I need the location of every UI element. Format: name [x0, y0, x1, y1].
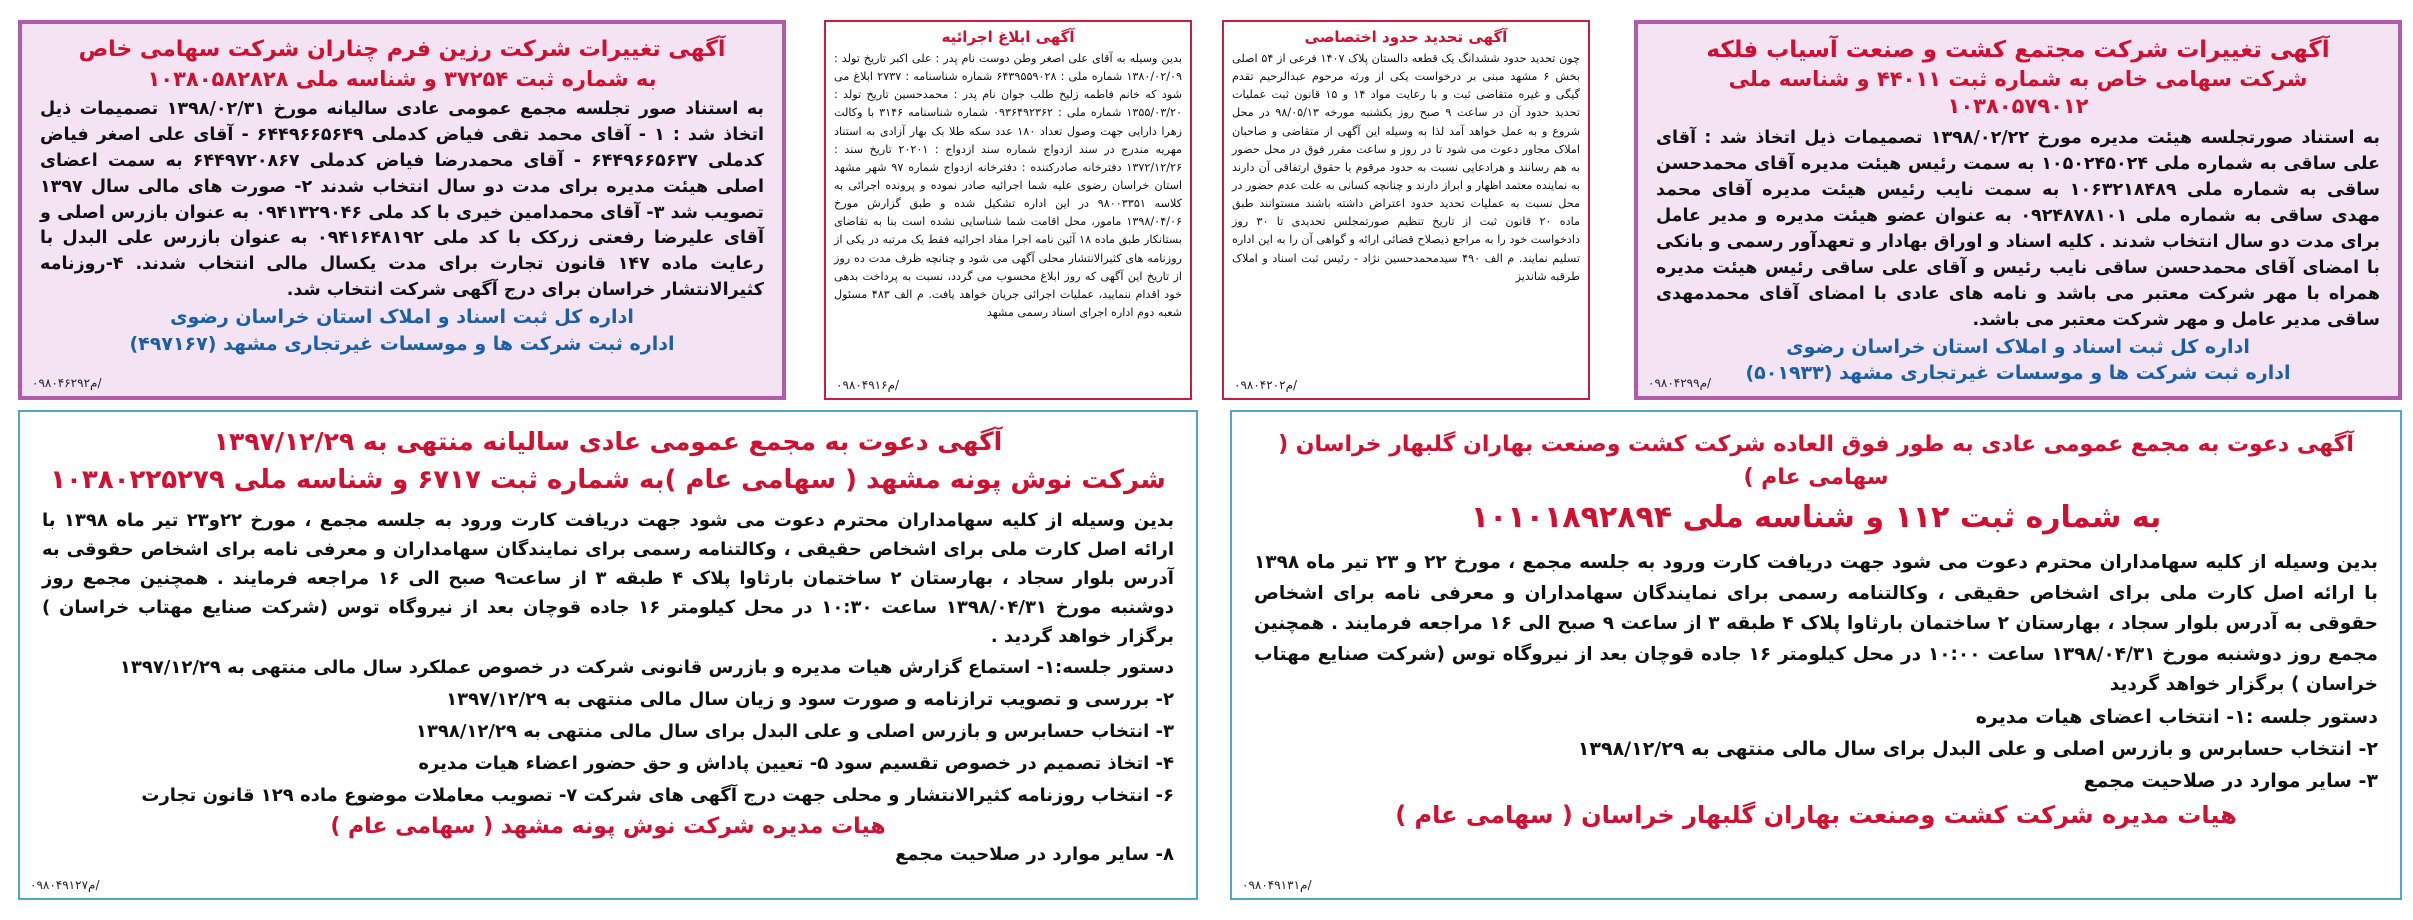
agenda-item: ۳- سایر موارد در صلاحیت مجمع [2083, 770, 2378, 793]
ad-code: ۰۹۸۰۴۹۱۲۷م/ [30, 878, 100, 892]
ad-body: بدین وسیله به آقای علی اصغر وطن دوست نام پدر : علی اکبر تاریخ تولد : ۱۳۸۰/۰۲/۰۹ شماره ملی : ۶۴۳۹۵۵۹۰۲۸ شماره شناسنامه : ۲۷۳۷ ابلاغ می شود که خانم فاطمه زلیخ طلب جوان نام پدر : محمدحسین تاریخ تولد : ۱۳۵۵/۰۳/۲۰ شماره ملی : ۰۹۳۶۴۹۲۳۶۲ شماره شناسنامه ۳۱۴۶ با وکالت زهرا دارایی جهت وصول تعداد ۱۸۰ عدد سکه طلا بک بهار آزادی به استناد مهریه مندرج در سند ازدواج شماره سند ازدواج : ۲۰۲۰۱ تاریخ سند : ۱۳۷۲/۱۲/۲۶ دفترخانه صادرکننده : دفترخانه ازدواج شماره ۹۷ شهر مشهد استان خراسان رضوی علیه شما اجرائیه صادر نموده و پرونده اجرائی به کلاسه ۹۸۰۰۳۳۵۱ در این اداره تشکیل شده و طبق گزارش مورخ ۱۳۹۸/۰۴/۰۶ مامور، محل اقامت شما شناسایی نشده است بنا به تقاضای بستانکار طبق ماده ۱۸ آئین نامه اجرا مفاد اجرائیه فقط یک مرتبه در یکی از روزنامه های کثیرالانتشار محلی آگهی می شود و چنانچه ظرف مدت ده روز از تاریخ این آگهی که روز ابلاغ محسوب می گردد، نسبت به پرداخت بدهی خود اقدام ننمایید، عملیات اجرائی جریان خواهد یافت. م الف ۴۸۳ مسئول شعبه دوم اداره اجرای اسناد رسمی مشهد [834, 52, 1182, 319]
ad-signature: هیات مدیره شرکت کشت وصنعت بهاران گلبهار خراسان ( سهامی عام ) [1395, 801, 2237, 830]
agenda-item: ۸- سایر موارد در صلاحیت مجمع [895, 843, 1174, 865]
ad-title: آگهی دعوت به مجمع عمومی عادی به طور فوق العاده شرکت کشت وصنعت بهاران گلبهار خراسان ( سهامی عام ) [1278, 432, 2354, 490]
agenda-item: ۲- بررسی و تصویب ترازنامه و صورت سود و زیان سال مالی منتهی به ۱۳۹۷/۱۲/۲۹ [446, 688, 1174, 710]
ad-body: بدین وسیله از کلیه سهامداران محترم دعوت می شود جهت دریافت کارت ورود به جلسه مجمع ، مورخ ۲۲و۲۳ تیر ماه ۱۳۹۸ با ارائه اصل کارت ملی برای اشخاص حقیقی ، وکالتنامه رسمی برای نمایندگان سهامداران و معرفی نامه برای اشخاص حقوقی به آدرس بلوار سجاد ، بهارستان ۲ ساختمان بارثاوا پلاک ۴ طبقه ۳ از ساعت۹ صبح الی ۱۶ مراجعه فرمایند . همچنین مجمع روز دوشنبه مورخ ۱۳۹۸/۰۴/۳۱ ساعت ۱۰:۳۰ در محل کیلومتر ۱۶ جاده قوچان بعد از نیروگاه توس (شرکت صنایع مهتاب خراسان ) برگزار خواهد گردید . [42, 509, 1174, 648]
agenda-item: ۲- انتخاب حسابرس و بازرس اصلی و علی البدل برای سال مالی منتهی به ۱۳۹۸/۱۲/۲۹ [1577, 737, 2378, 760]
ad-code: ۰۹۸۰۴۲۹۹م/ [1648, 376, 1712, 390]
agenda-item: ۴- اتخاذ تصمیم در خصوص تقسیم سود ۵- تعیین پاداش و حق حضور اعضاء هیات مدیره [418, 752, 1174, 774]
ad-code: ۰۹۸۰۴۶۲۹۲م/ [32, 376, 102, 390]
agenda-item: دستور جلسه :۱- انتخاب اعضای هیات مدیره [1975, 705, 2378, 728]
ad-issuer: اداره کل ثبت اسناد و املاک استان خراسان رضوی [170, 306, 634, 329]
ad-subtitle: به شماره ثبت ۱۱۲ و شناسه ملی ۱۰۱۰۱۸۹۲۸۹۴ [1470, 500, 2162, 535]
ad-code: ۰۹۸۰۴۹۱۶م/ [836, 378, 900, 392]
ad-title: آگهی تحدید حدود اختصاصی [1304, 28, 1508, 46]
ad-title: آگهی ابلاغ اجرائیه [941, 28, 1075, 46]
ad-boundary-delimitation [1222, 20, 1590, 400]
ad-title: آگهی دعوت به مجمع عمومی عادی سالیانه منتهی به ۱۳۹۷/۱۲/۲۹ [213, 427, 1003, 456]
agenda-item: ۶- انتخاب روزنامه کثیرالانتشار و محلی جهت درج آگهی های شرکت ۷- تصویب معاملات موضوع ماده ۱۲۹ قانون تجارت [141, 784, 1174, 806]
ad-subtitle: به شماره ثبت ۳۷۲۵۴ و شناسه ملی ۱۰۳۸۰۵۸۲۸۲۸ [147, 66, 657, 91]
ad-signature: هیات مدیره شرکت نوش پونه مشهد ( سهامی عام ) [330, 813, 886, 839]
ad-issuer: اداره کل ثبت اسناد و املاک استان خراسان رضوی [1786, 335, 2250, 358]
ad-baharan-golbahar-meeting [1230, 410, 2402, 900]
agenda-item: ۳- انتخاب حسابرس و بازرس اصلی و علی البدل برای سال مالی منتهی به ۱۳۹۸/۱۲/۲۹ [415, 720, 1174, 742]
agenda-item: دستور جلسه:۱- استماع گزارش هیات مدیره و بازرس قانونی شرکت در خصوص عملکرد سال مالی منتهی به ۱۳۹۷/۱۲/۲۹ [119, 656, 1174, 678]
ad-asiab-falakeh-changes [1634, 20, 2402, 400]
ad-code: ۰۹۸۰۴۲۰۲م/ [1234, 378, 1298, 392]
ad-title: آگهی تغییرات شرکت رزین فرم چناران شرکت سهامی خاص [78, 37, 726, 62]
ad-enforcement-notice [824, 20, 1192, 400]
ad-issuer-office: اداره ثبت شرکت ها و موسسات غیرتجاری مشهد (۵۰۱۹۳۳) [1745, 362, 2291, 385]
ad-subtitle: شرکت سهامی خاص به شماره ثبت ۴۴۰۱۱ و شناسه ملی ۱۰۳۸۰۵۷۹۰۱۲ [1728, 66, 2308, 119]
ad-body: به استناد صور تجلسه مجمع عمومی عادی سالیانه مورخ ۱۳۹۸/۰۲/۳۱ تصمیمات ذیل اتخاذ شد : ۱ - آقای محمد تقی فیاض کدملی ۶۴۴۹۶۶۵۶۴۹ - آقای علی اصغر فیاض کدملی ۶۴۴۹۶۶۵۶۳۷ - آقای محمدرضا فیاض کدملی ۶۴۴۹۷۲۰۸۶۷ به سمت اعضای اصلی هیئت مدیره برای مدت دو سال انتخاب شدند ۲- صورت های مالی سال ۱۳۹۷ تصویب شد ۳- آقای محمدامین خیری با کد ملی ۰۹۴۱۳۲۹۰۴۶ به عنوان بازرس اصلی و آقای علیرضا رفعتی زرکک با کد ملی ۰۹۴۱۶۴۸۱۹۲ به عنوان بازرس علی البدل با رعایت ماده ۱۴۷ قانون تجارت برای مدت یکسال مالی انتخاب شدند. ۴-روزنامه کثیرالانتشار خراسان برای درج آگهی شرکت انتخاب شد. [40, 98, 765, 301]
ad-title: آگهی تغییرات شرکت مجتمع کشت و صنعت آسیاب فلکه [1706, 37, 2330, 63]
ad-body: به استناد صورتجلسه هیئت مدیره مورخ ۱۳۹۸/۰۲/۲۲ تصمیمات ذیل اتخاذ شد : آقای علی ساقی به شماره ملی ۱۰۵۰۲۴۵۰۲۴ به سمت رئیس هیئت مدیره آقای محمدحسن ساقی به شماره ملی ۱۰۶۳۲۱۸۴۸۹ به سمت نایب رئیس هیئت مدیره آقای محمد مهدی ساقی به شماره ملی ۰۹۲۴۸۷۸۱۰۱ به عنوان عضو هیئت مدیره و مدیر عامل برای مدت دو سال انتخاب شدند . کلیه اسناد و اوراق بهادار و تعهدآور رسمی و بانکی با امضای آقای محمدحسن ساقی نایب رئیس و آقای علی ساقی رئیس هیئت مدیره همراه با مهر شرکت معتبر می باشد و نامه های عادی با امضای آقای محمدمهدی ساقی مدیر عامل و مهر شرکت معتبر می باشد. [1656, 128, 2380, 330]
ad-subtitle: شرکت نوش پونه مشهد ( سهامی عام )به شماره ثبت ۶۷۱۷ و شناسه ملی ۱۰۳۸۰۲۲۵۲۷۹ [50, 465, 1166, 496]
ad-code: ۰۹۸۰۴۹۱۳۱م/ [1242, 878, 1312, 892]
ad-noush-pouneh-meeting [18, 410, 1198, 900]
ad-razin-form-changes [18, 20, 786, 400]
ad-body: بدین وسیله از کلیه سهامداران محترم دعوت می شود جهت دریافت کارت ورود به جلسه مجمع ، مورخ ۲۲ و ۲۳ تیر ماه ۱۳۹۸ با ارائه اصل کارت ملی برای اشخاص حقیقی ، وکالتنامه رسمی برای نمایندگان سهامداران و معرفی نامه برای اشخاص حقوقی به آدرس بلوار سجاد ، بهارستان ۲ ساختمان بارثاوا پلاک ۴ طبقه ۳ از ساعت ۹ صبح الی ۱۶ مراجعه فرمایند . همچنین مجمع روز دوشنبه مورخ ۱۳۹۸/۰۴/۳۱ ساعت ۱۰:۰۰ در محل کیلومتر ۱۶ جاده قوچان بعد از نیروگاه توس (شرکت صنایع مهتاب خراسان ) برگزار خواهد گردید [1254, 552, 2378, 696]
ad-issuer-office: اداره ثبت شرکت ها و موسسات غیرتجاری مشهد (۴۹۷۱۶۷) [129, 332, 675, 355]
ad-body: چون تحدید حدود ششدانگ یک قطعه دالستان پلاک ۱۴۰۷ فرعی از ۵۴ اصلی بخش ۶ مشهد مبنی بر درخواست یکی از ورثه مرحوم عبدالرحیم تقدم گیگی و غیره متقاضی ثبت و با رعایت مواد ۱۴ و ۱۵ قانون ثبت عملیات تحدید حدود آن در ساعت ۹ صبح روز یکشنبه مورخه ۹۸/۰۵/۱۳ در محل شروع و به عمل خواهد آمد لذا به وسیله این آگهی از متقاضی و صاحبان املاک مجاور دعوت می شود تا در روز و ساعت مقرر فوق در محل حضور به هم رسانند و هرادعایی نسبت به حدود مرقوم یا حقوق ارتفاقی آن دارند به نماینده معتمد اظهار و ابراز دارند و چنانچه کسانی به علت عدم حضور در محل نسبت به عملیات تحدید حدود اعتراض داشته باشند مستوانند طبق ماده ۲۰ قانون ثبت از تاریخ تنظیم صورتمجلس تحدیدی تا ۳۰ روز دادخواست خود را به مراجع ذیصلاح قضائی ارائه و گواهی آن را به این اداره تسلیم نمایند. م الف ۴۹۰ سیدمحمدحسین نژاد - رئیس ثبت اسناد و املاک طرقبه شاندیز [1232, 52, 1580, 283]
